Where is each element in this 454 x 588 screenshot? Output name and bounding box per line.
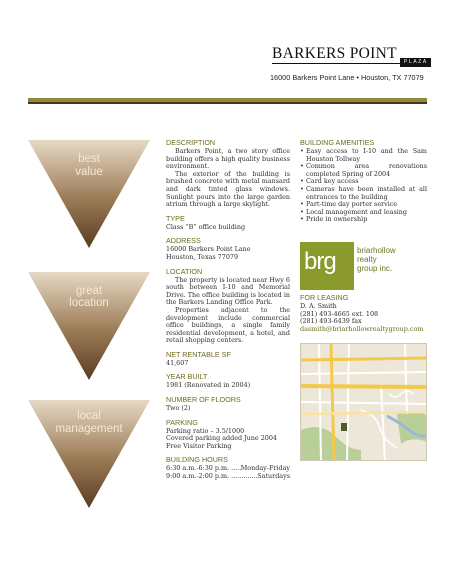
logo-line-2: realty <box>357 255 377 264</box>
feature-triangle-local-management <box>28 400 150 508</box>
logo-line-3: group inc. <box>357 264 393 273</box>
floors-value: Two (2) <box>166 404 191 413</box>
section-heading: NUMBER OF FLOORS <box>166 395 241 405</box>
feature-label-line2: location <box>69 297 109 309</box>
location-paragraph-1: The property is located near Hwy 6 south between I-10 and Memorial Drive. The office building is located in the Barkers Landing Office Park. <box>166 275 290 307</box>
section-heading: ADDRESS <box>166 236 201 246</box>
description-paragraph-1: Barkers Point, a two story office building offers a high quality business environment. <box>166 147 290 171</box>
list-item: • Common area renovations completed Spring of 2004 <box>300 163 427 178</box>
list-item: • Easy access to I-10 and the Sam Houston Tollway <box>300 148 427 163</box>
year-built-value: 1981 (Renovated in 2004) <box>166 381 251 390</box>
list-item: • Local management and leasing <box>300 209 427 217</box>
logo-letters: brg <box>304 248 336 275</box>
hours-days: Monday-Friday <box>240 464 290 473</box>
brand-sub: PLAZA <box>400 58 431 67</box>
section-heading: YEAR BUILT <box>166 372 208 382</box>
feature-triangle-great-location <box>28 272 150 380</box>
contact-fax: (281) 493-6439 fax <box>300 317 362 326</box>
section-heading: LOCATION <box>166 266 203 276</box>
feature-label-line1: local <box>77 410 101 422</box>
contact-email-link[interactable]: dasmith@briarhollowrealtygroup.com <box>300 324 424 333</box>
section-heading: BUILDING AMENITIES <box>300 138 375 147</box>
brand-underline <box>272 63 410 64</box>
list-item: • Part-time day porter service <box>300 201 427 209</box>
hours-days: Saturdays <box>257 472 290 481</box>
section-location <box>166 268 290 345</box>
hours-time: 9:00 a.m.-2:00 p.m. ..... <box>166 473 257 481</box>
feature-label-line1: great <box>75 285 103 297</box>
location-map <box>300 343 427 461</box>
amenities-list <box>300 148 427 224</box>
section-heading: NET RENTABLE SF <box>166 349 231 359</box>
hours-row <box>166 473 290 481</box>
list-item: • Pride in ownership <box>300 216 427 224</box>
contact-name: D. A. Smith <box>300 302 337 310</box>
feature-label-line1: best <box>78 153 100 165</box>
section-floors <box>166 396 290 413</box>
address-line-2: Houston, Texas 77079 <box>166 252 239 261</box>
address-line-1: 16000 Barkers Point Lane <box>166 245 251 254</box>
contact-phone: (281) 493-4665 ext. 108 <box>300 309 379 318</box>
logo-divider <box>354 242 356 290</box>
type-value: Class “B” office building <box>166 222 246 231</box>
brand-header <box>272 45 432 65</box>
section-heading: DESCRIPTION <box>166 138 216 147</box>
section-address <box>166 237 290 261</box>
location-paragraph-2: Properties adjacent to the development include commercial office buildings, a single family residential development, a hotel, and retail shopping centers. <box>166 305 290 345</box>
amenities-column <box>300 139 427 224</box>
section-net-rentable <box>166 351 290 368</box>
logo-line-1: briarhollow <box>357 246 396 255</box>
section-heading: TYPE <box>166 213 185 223</box>
company-logo <box>300 242 354 290</box>
feature-label-line2: management <box>55 423 123 435</box>
section-hours <box>166 456 290 480</box>
parking-line-3: Free Visitor Parking <box>166 441 232 450</box>
parking-line-2: Covered parking added June 2004 <box>166 434 277 443</box>
hours-time: 6:30 a.m.-6:30 p.m. ..... <box>166 465 241 473</box>
section-heading: FOR LEASING <box>300 293 349 302</box>
section-year-built <box>166 373 290 390</box>
brand-name: BARKERS POINT <box>272 45 397 62</box>
list-item: • Cameras have been installed at all entrances to the building <box>300 186 427 201</box>
section-type <box>166 215 290 232</box>
section-parking <box>166 419 290 451</box>
logo-wordmark <box>357 246 396 273</box>
feature-label-line2: value <box>75 166 103 178</box>
feature-triangle-best-value <box>28 140 150 248</box>
section-heading: PARKING <box>166 417 198 427</box>
section-description <box>166 139 290 209</box>
parking-line-1: Parking ratio – 3.5/1000 <box>166 426 245 435</box>
header-bar-brown <box>28 102 427 104</box>
description-paragraph-2: The exterior of the building is brushed concrete with metal mansard and dark tinted glass windows. Sunlight pours into the large garden atrium through a large skylight. <box>166 169 290 209</box>
list-item: • Card key access <box>300 178 427 186</box>
map-drawing <box>301 344 427 461</box>
brand-address: 16000 Barkers Point Lane • Houston, TX 77079 <box>270 73 424 82</box>
section-heading: BUILDING HOURS <box>166 455 228 465</box>
property-details-column <box>166 139 290 487</box>
net-rentable-value: 41,607 <box>166 358 189 367</box>
leasing-contact <box>300 294 427 333</box>
